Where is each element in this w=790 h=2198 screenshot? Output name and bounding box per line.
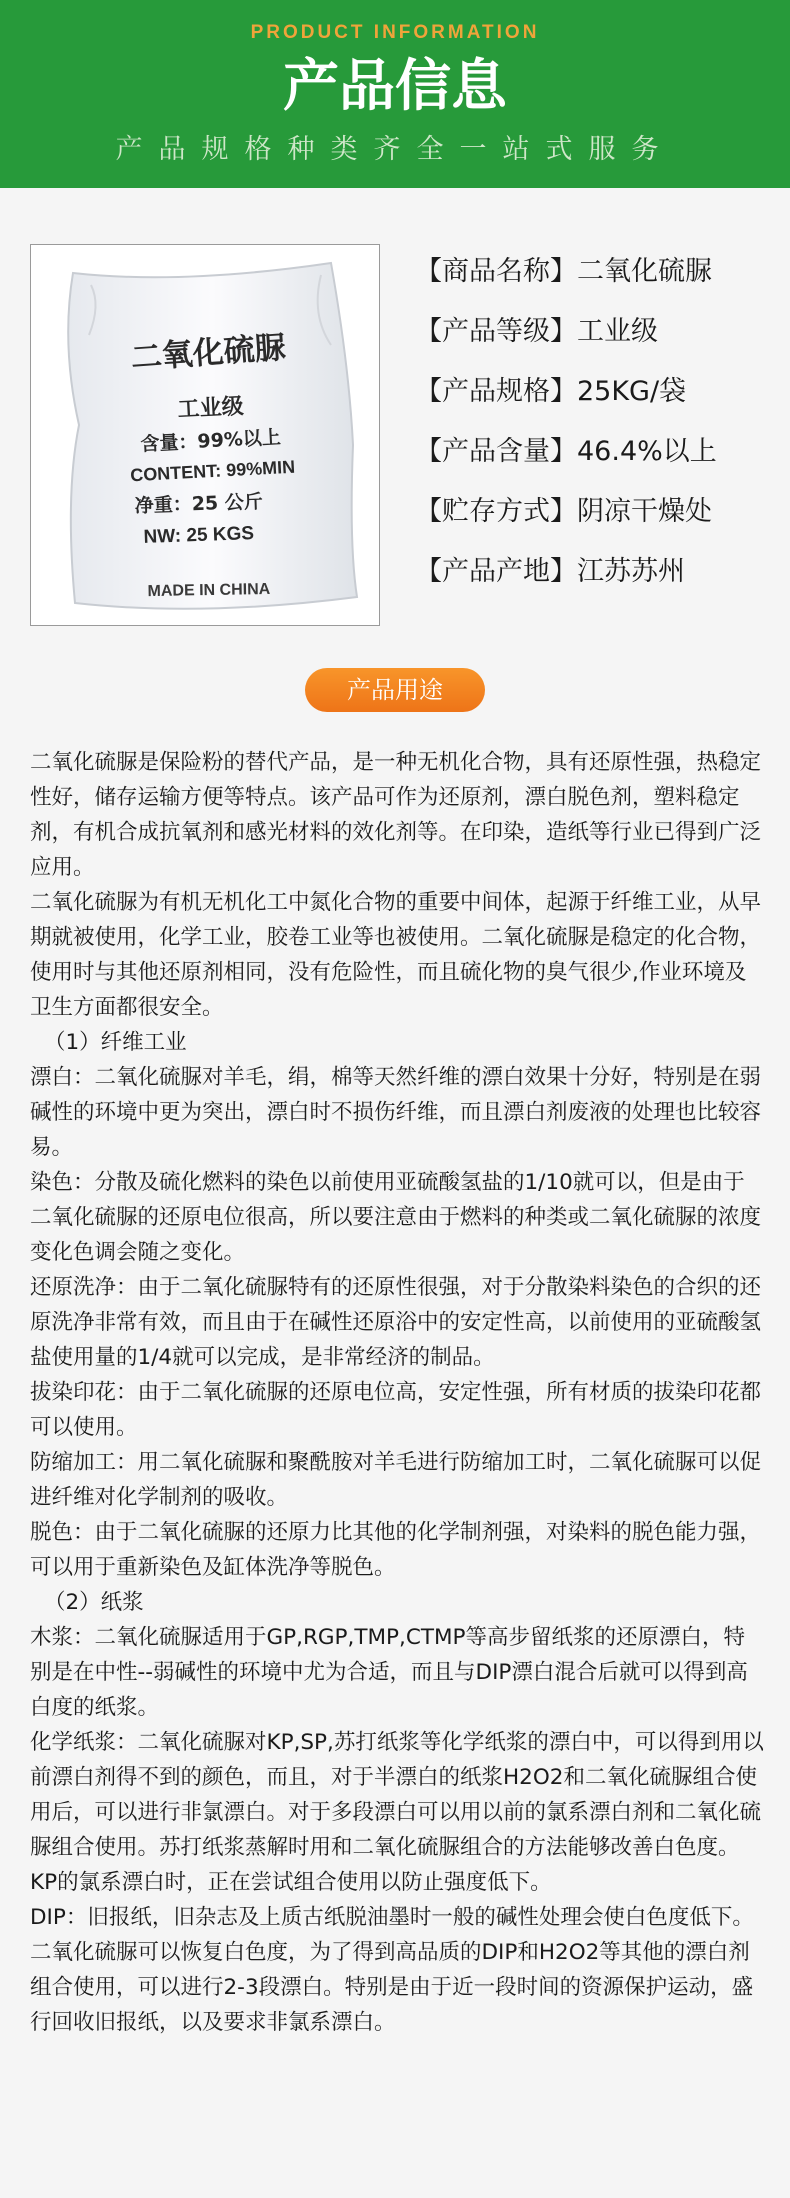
info-row-name [415, 248, 775, 308]
bag-weight-en: NW: 25 KGS [143, 523, 255, 548]
section-heading-pulp: （2）纸浆 [44, 1590, 144, 1615]
paragraph-decoloring: 脱色：由于二氧化硫脲的还原力比其他的化学制剂强，对染料的脱色能力强，可以用于重新染色及缸体洗净等脱色。 [30, 1520, 762, 1580]
info-label: 【产品产地】 [415, 556, 577, 587]
info-row-content [415, 428, 775, 488]
paragraph-origin: 二氧化硫脲为有机无机化工中氮化合物的重要中间体，起源于纤维工业，从早期就被使用，化学工业，胶卷工业等也被使用。二氧化硫脲是稳定的化合物，使用时与其他还原剂相同，没有危险性，而且硫化物的臭气很少,作业环境及卫生方面都很安全。 [30, 890, 762, 1020]
bag-product-name: 二氧化硫脲 [129, 329, 287, 377]
usage-section-title: 产品用途 [305, 668, 485, 712]
paragraph-discharge-printing: 拔染印花：由于二氧化硫脲的还原电位高，安定性强，所有材质的拔染印花都可以使用。 [30, 1380, 762, 1440]
info-value: 江苏苏州 [577, 556, 685, 587]
bag-content-cn: 含量：99%以上 [139, 426, 282, 456]
paragraph-chemical-pulp: 化学纸浆：二氧化硫脲对KP,SP,苏打纸浆等化学纸浆的漂白中，可以得到用以前漂白剂得不到的颜色，而且，对于半漂白的纸浆H2O2和二氧化硫脲组合使用后，可以进行非氯漂白。对于多段漂白可以用以前的氯系漂白剂和二氧化硫脲组合使用。苏打纸浆蒸解时用和二氧化硫脲组合的方法能够改善白色度。KP的氯系漂白时，正在尝试组合使用以防止强度低下。 [30, 1730, 764, 1895]
paragraph-wood-pulp: 木浆：二氧化硫脲适用于GP,RGP,TMP,CTMP等高步留纸浆的还原漂白，特别是在中性--弱碱性的环境中尤为合适，而且与DIP漂白混合后就可以得到高白度的纸浆。 [30, 1625, 748, 1720]
product-bag-illustration [31, 245, 380, 626]
info-row-storage [415, 488, 775, 548]
paragraph-bleaching: 漂白：二氧化硫脲对羊毛，绢，棉等天然纤维的漂白效果十分好，特别是在弱碱性的环境中更为突出，漂白时不损伤纤维，而且漂白剂废液的处理也比较容易。 [30, 1065, 762, 1160]
info-label: 【产品等级】 [415, 316, 577, 347]
bag-content-en: CONTENT: 99%MIN [129, 456, 296, 486]
header-banner [0, 0, 790, 188]
info-value: 25KG/袋 [577, 376, 687, 407]
section-heading-fiber: （1）纤维工业 [44, 1030, 187, 1055]
usage-description [30, 745, 765, 2040]
info-label: 【产品规格】 [415, 376, 577, 407]
paragraph-dip: DIP：旧报纸，旧杂志及上质古纸脱油墨时一般的碱性处理会使白色度低下。二氧化硫脲可以恢复白色度，为了得到高品质的DIP和H2O2等其他的漂白剂组合使用，可以进行2-3段漂白。特别是由于近一段时间的资源保护运动，盛行回收旧报纸，以及要求非氯系漂白。 [30, 1905, 754, 2035]
header-subtitle: 产品规格种类齐全一站式服务 [115, 134, 675, 165]
bag-weight-cn: 净重：25 公斤 [134, 490, 264, 518]
product-image [30, 244, 380, 626]
page-title: 产品信息 [283, 54, 507, 119]
info-value: 阴凉干燥处 [577, 496, 712, 527]
bag-grade: 工业级 [177, 394, 245, 423]
info-row-grade [415, 308, 775, 368]
product-info-list [415, 248, 775, 608]
paragraph-intro: 二氧化硫脲是保险粉的替代产品，是一种无机化合物，具有还原性强，热稳定性好，储存运输方便等特点。该产品可作为还原剂，漂白脱色剂，塑料稳定剂，有机合成抗氧剂和感光材料的效化剂等。在印染，造纸等行业已得到广泛应用。 [30, 750, 762, 880]
info-row-spec [415, 368, 775, 428]
header-english-title: PRODUCT INFORMATION [250, 22, 540, 43]
info-label: 【产品含量】 [415, 436, 577, 467]
info-label: 【商品名称】 [415, 256, 577, 287]
paragraph-shrinkproofing: 防缩加工：用二氧化硫脲和聚酰胺对羊毛进行防缩加工时，二氧化硫脲可以促进纤维对化学制剂的吸收。 [30, 1450, 762, 1510]
info-value: 46.4%以上 [577, 436, 717, 467]
info-label: 【贮存方式】 [415, 496, 577, 527]
info-row-origin [415, 548, 775, 608]
info-value: 工业级 [577, 316, 658, 347]
info-value: 二氧化硫脲 [577, 256, 712, 287]
paragraph-dyeing: 染色：分散及硫化燃料的染色以前使用亚硫酸氢盐的1/10就可以，但是由于二氧化硫脲的还原电位很高，所以要注意由于燃料的种类或二氧化硫脲的浓度变化色调会随之变化。 [30, 1170, 762, 1265]
paragraph-reduction-cleaning: 还原洗净：由于二氧化硫脲特有的还原性很强，对于分散染料染色的合织的还原洗净非常有效，而且由于在碱性还原浴中的安定性高，以前使用的亚硫酸氢盐使用量的1/4就可以完成，是非常经济的制品。 [30, 1275, 762, 1370]
bag-origin: MADE IN CHINA [147, 580, 271, 601]
